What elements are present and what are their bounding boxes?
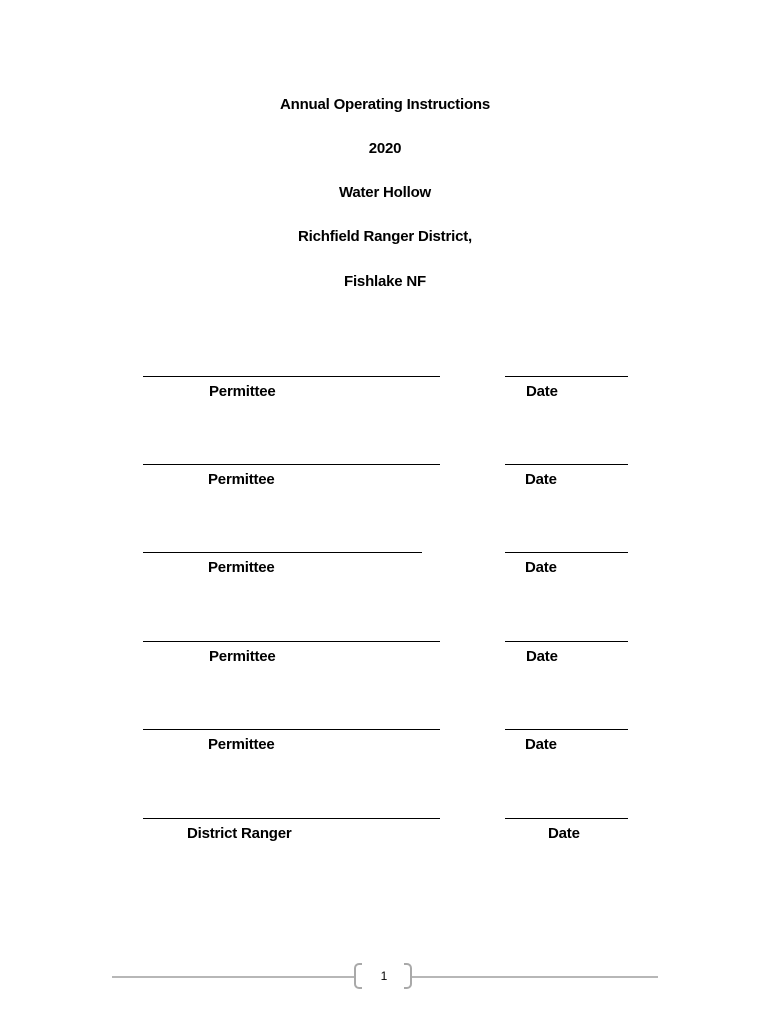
date-line[interactable] bbox=[505, 376, 628, 377]
footer-rule-right bbox=[410, 976, 658, 978]
signature-role-label: Permittee bbox=[209, 648, 276, 665]
signature-line[interactable] bbox=[143, 818, 440, 819]
signature-role-label: Permittee bbox=[208, 471, 275, 488]
footer-bracket-right bbox=[404, 963, 412, 989]
signature-role-label: Permittee bbox=[208, 559, 275, 576]
page-number: 1 bbox=[380, 969, 388, 983]
date-label: Date bbox=[525, 559, 557, 576]
date-label: Date bbox=[525, 471, 557, 488]
signature-line[interactable] bbox=[143, 552, 422, 553]
date-label: Date bbox=[526, 648, 558, 665]
signature-role-label: Permittee bbox=[208, 736, 275, 753]
date-line[interactable] bbox=[505, 818, 628, 819]
national-forest: Fishlake NF bbox=[344, 273, 426, 290]
date-label: Date bbox=[526, 383, 558, 400]
document-title: Annual Operating Instructions bbox=[279, 96, 491, 113]
signature-role-label: Permittee bbox=[209, 383, 276, 400]
date-label: Date bbox=[548, 825, 580, 842]
signature-role-label: District Ranger bbox=[187, 825, 292, 842]
date-line[interactable] bbox=[505, 729, 628, 730]
date-line[interactable] bbox=[505, 641, 628, 642]
signature-line[interactable] bbox=[143, 729, 440, 730]
allotment-name: Water Hollow bbox=[338, 184, 432, 201]
ranger-district: Richfield Ranger District, bbox=[297, 228, 472, 245]
date-line[interactable] bbox=[505, 552, 628, 553]
footer-bracket-left bbox=[354, 963, 362, 989]
date-label: Date bbox=[525, 736, 557, 753]
date-line[interactable] bbox=[505, 464, 628, 465]
signature-line[interactable] bbox=[143, 641, 440, 642]
signature-line[interactable] bbox=[143, 376, 440, 377]
document-year: 2020 bbox=[368, 140, 402, 157]
footer-rule-left bbox=[112, 976, 356, 978]
signature-line[interactable] bbox=[143, 464, 440, 465]
